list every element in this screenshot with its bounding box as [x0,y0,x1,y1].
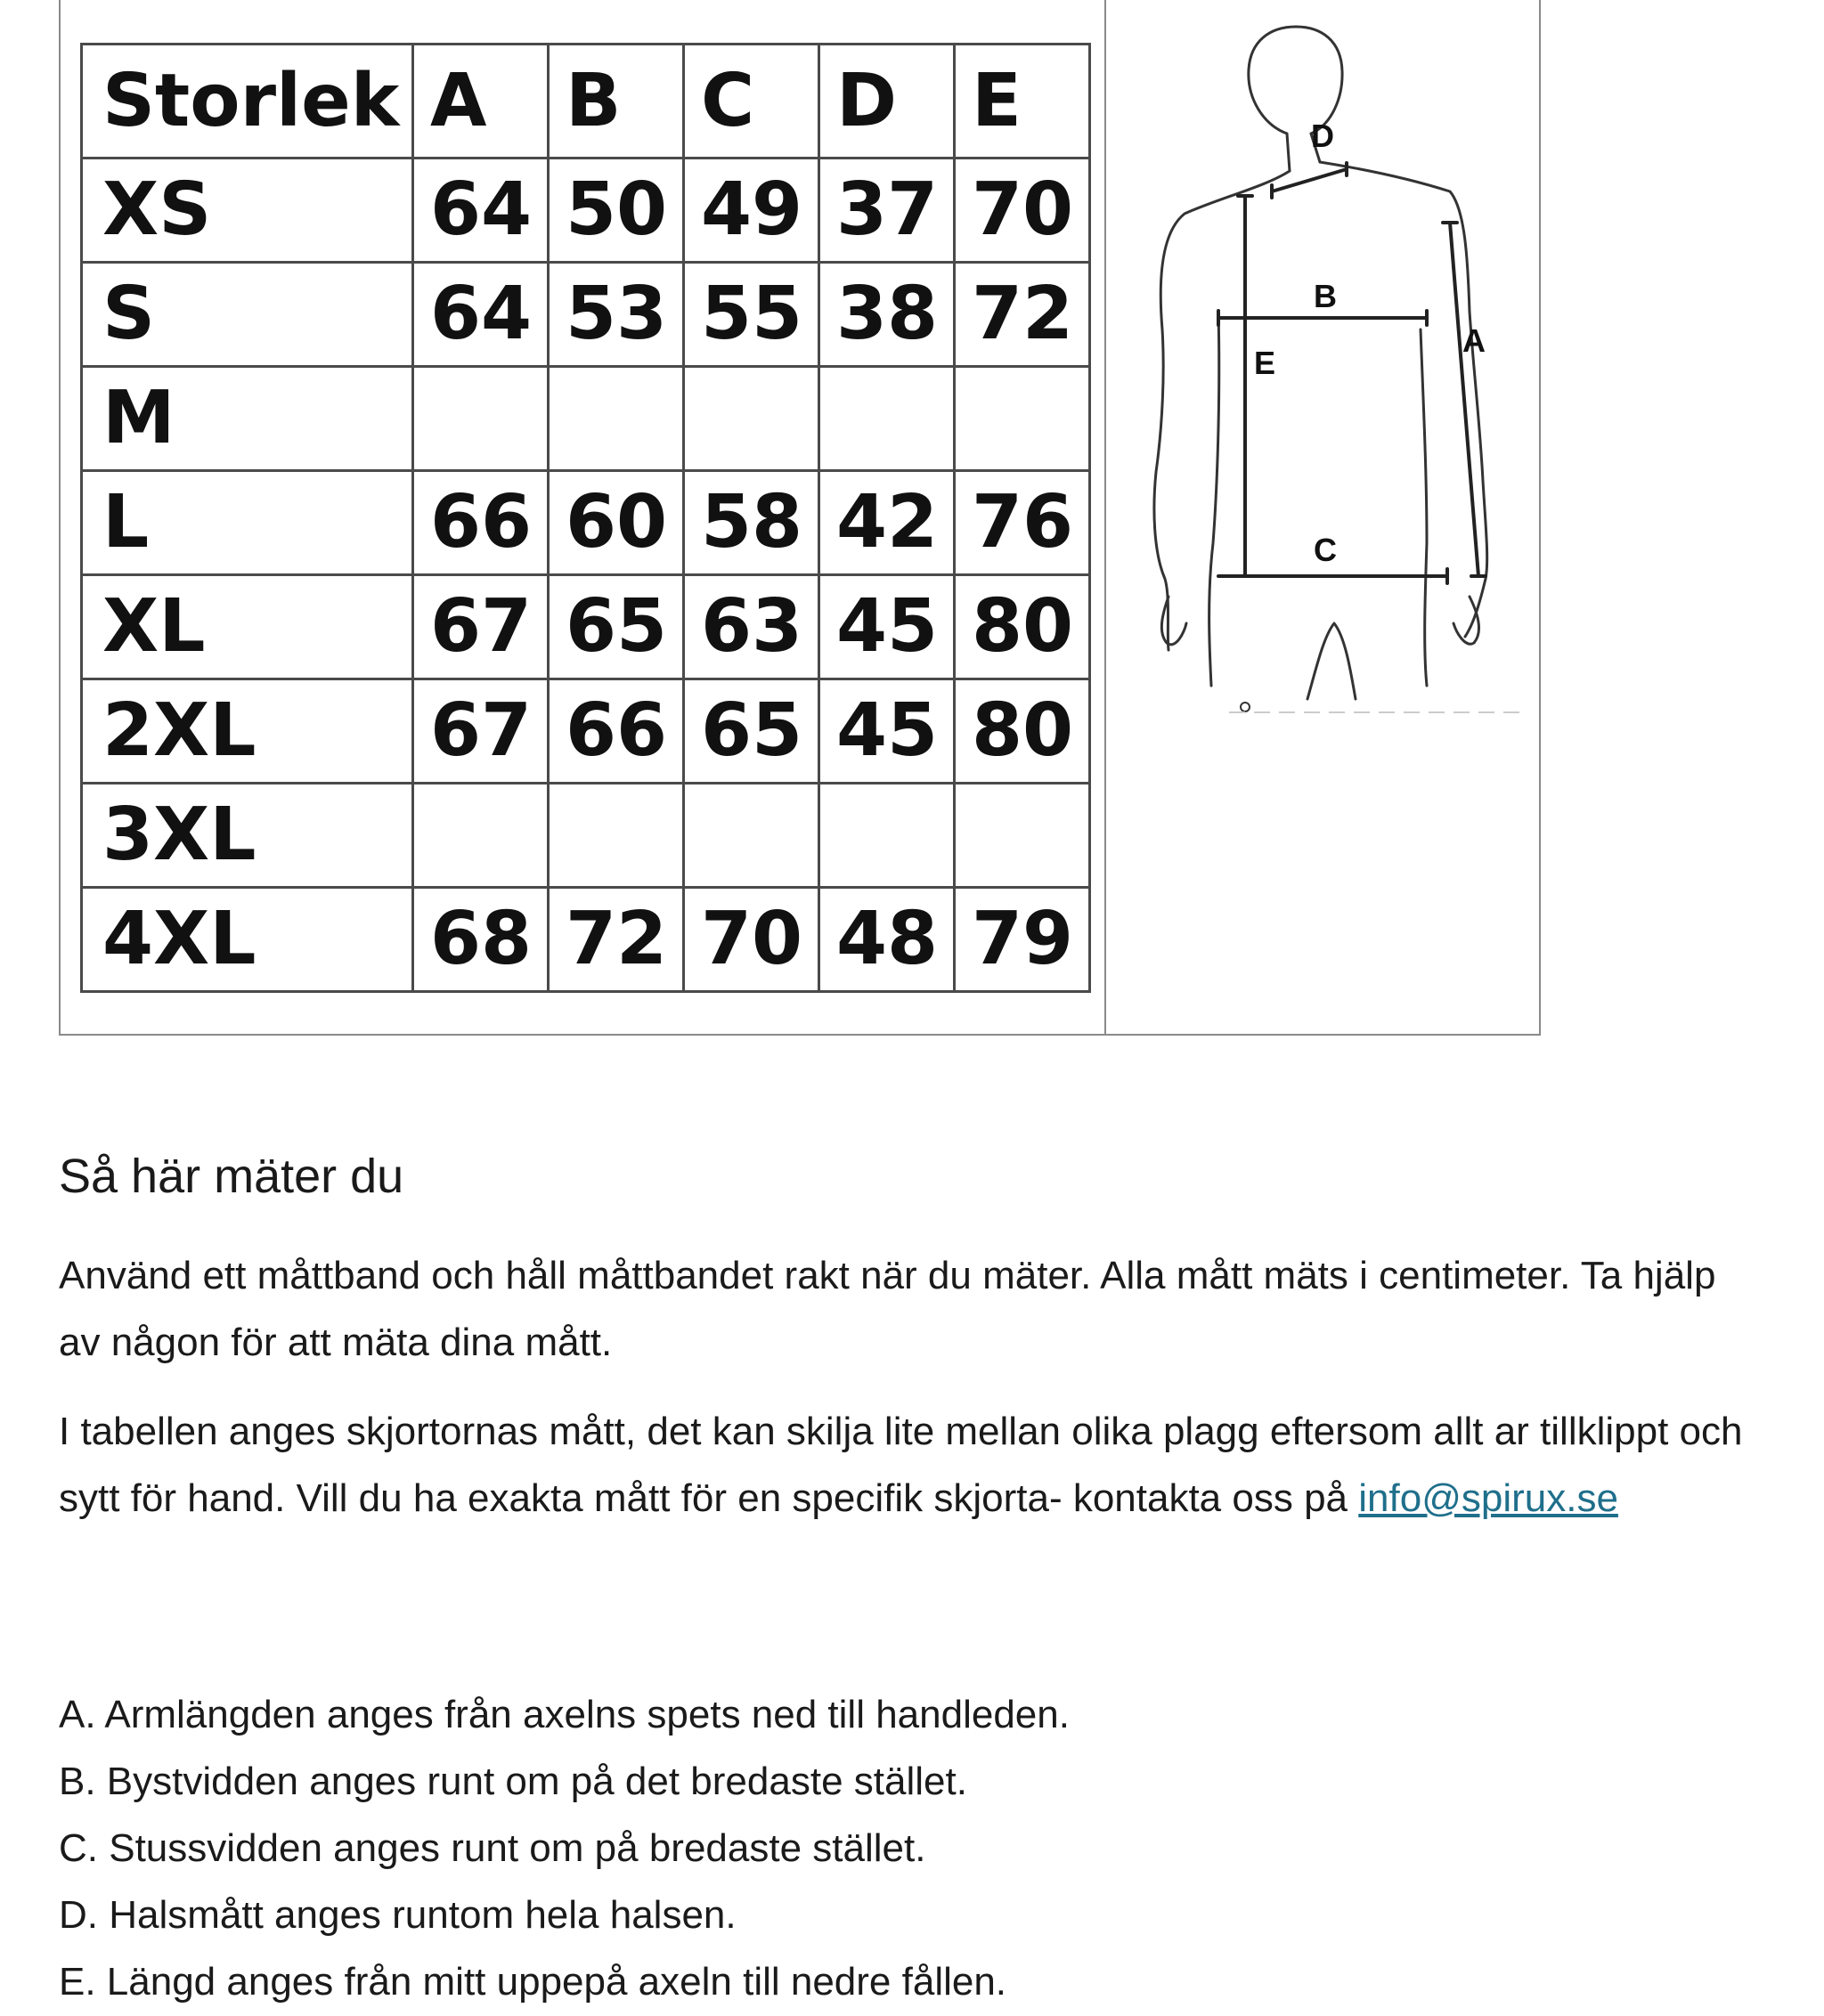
label-e: E [1254,345,1276,381]
table-row [82,159,1090,263]
column-header-b: B [549,45,684,159]
measure-cell [684,367,819,471]
label-b: B [1314,278,1337,314]
label-d: D [1311,118,1334,154]
table-row [82,784,1090,888]
size-cell: S [82,263,413,367]
measure-cell: 37 [819,159,955,263]
measure-cell: 65 [684,679,819,784]
measure-cell: 79 [955,888,1090,992]
measure-cell [955,367,1090,471]
measure-cell: 48 [819,888,955,992]
size-cell: XL [82,575,413,679]
measure-cell: 45 [819,575,955,679]
table-row [82,471,1090,575]
size-cell: 4XL [82,888,413,992]
measure-cell: 67 [413,679,549,784]
table-row [82,263,1090,367]
measure-cell: 70 [955,159,1090,263]
measure-cell: 60 [549,471,684,575]
column-header-size: Storlek [82,45,413,159]
legend-item-e: E. Längd anges från mitt uppepå axeln till nedre fållen. [59,1960,1007,2004]
size-table [80,43,1091,993]
column-header-a: A [413,45,549,159]
small-circle-mark [1241,703,1250,711]
instructions-paragraph-1: Använd ett måttband och håll måttbandet rakt när du mäter. Alla mått mäts i centimeter. Ta hjälp av någon för att mäta dina mått. [59,1254,1716,1364]
measure-cell: 66 [549,679,684,784]
measure-cell: 72 [955,263,1090,367]
measure-cell [413,367,549,471]
table-row [82,575,1090,679]
measure-cell: 67 [413,575,549,679]
measure-cell: 68 [413,888,549,992]
legend-item-d: D. Halsmått anges runtom hela halsen. [59,1893,737,1937]
size-cell: M [82,367,413,471]
legend-item-c: C. Stussvidden anges runt om på bredaste stället. [59,1826,926,1870]
measure-cell: 64 [413,159,549,263]
column-header-e: E [955,45,1090,159]
measure-cell [819,367,955,471]
paragraph-2-text: I tabellen anges skjortornas mått, det kan skilja lite mellan olika plagg eftersom allt ar tillklippt och sytt för hand. Vill du ha exakta mått för en specifik skjorta- kontakta oss på [59,1410,1743,1520]
instructions-heading: Så här mäter du [59,1150,404,1203]
measure-cell: 55 [684,263,819,367]
size-cell: 3XL [82,784,413,888]
measure-cell: 64 [413,263,549,367]
table-row [82,679,1090,784]
measure-cell: 45 [819,679,955,784]
measure-cell [413,784,549,888]
measure-cell: 72 [549,888,684,992]
chart-divider [1104,0,1106,1036]
measure-cell [955,784,1090,888]
table-row [82,888,1090,992]
measure-cell [684,784,819,888]
label-a: A [1462,322,1486,359]
legend-item-b: B. Bystvidden anges runt om på det bredaste stället. [59,1760,967,1803]
measure-cell [549,784,684,888]
measure-cell: 49 [684,159,819,263]
measure-cell: 63 [684,575,819,679]
size-cell: 2XL [82,679,413,784]
measure-cell [549,367,684,471]
table-header-row [82,45,1090,159]
contact-email-link[interactable]: info@spirux.se [1358,1476,1618,1520]
measure-cell: 80 [955,575,1090,679]
label-c: C [1314,532,1337,568]
legend-item-a: A. Armlängden anges från axelns spets ned till handleden. [59,1693,1070,1736]
measure-cell: 70 [684,888,819,992]
measure-cell [819,784,955,888]
instructions-paragraph-2 [59,1398,1751,1532]
measure-cell: 58 [684,471,819,575]
measurement-legend [59,1681,1070,2015]
measure-cell: 42 [819,471,955,575]
measure-cell: 76 [955,471,1090,575]
body-measurement-figure [1113,9,1532,721]
size-cell: L [82,471,413,575]
size-cell: XS [82,159,413,263]
column-header-c: C [684,45,819,159]
measure-cell: 80 [955,679,1090,784]
measure-cell: 65 [549,575,684,679]
table-row [82,367,1090,471]
measure-cell: 66 [413,471,549,575]
measure-cell: 38 [819,263,955,367]
measure-cell: 53 [549,263,684,367]
measure-cell: 50 [549,159,684,263]
column-header-d: D [819,45,955,159]
